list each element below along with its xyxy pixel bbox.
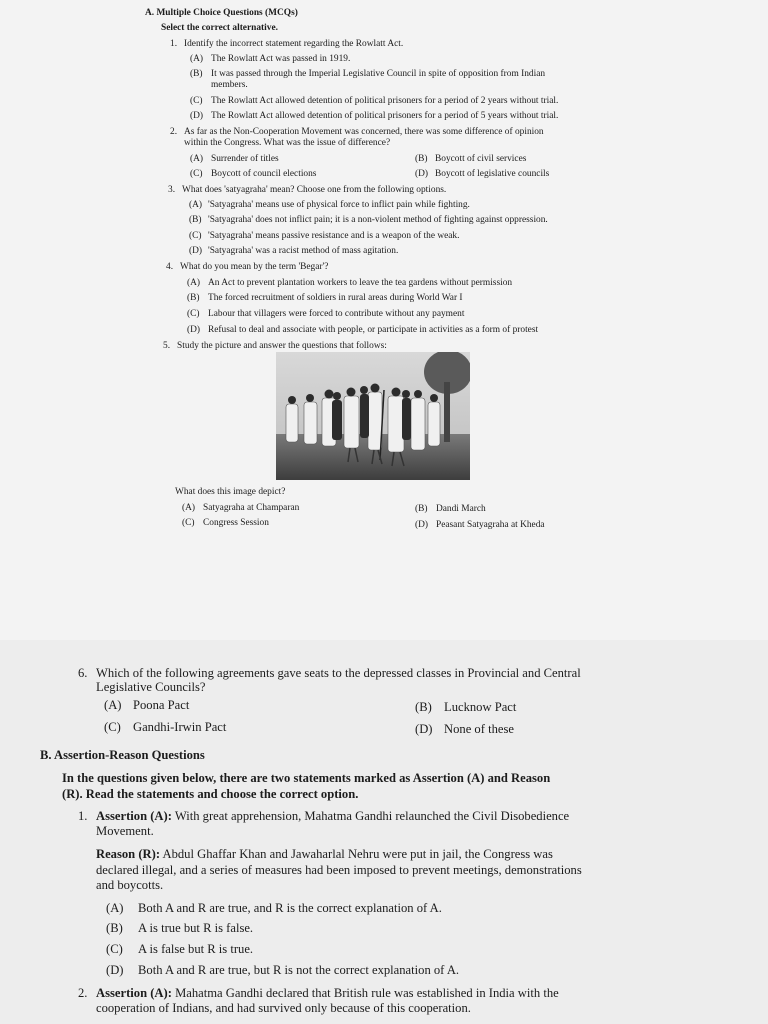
reason-text: Abdul Ghaffar Khan and Jawaharlal Nehru were put in jail, the Congress was	[162, 847, 553, 861]
question-number: 2.	[170, 127, 178, 137]
option-label: (B)	[106, 921, 123, 935]
question-text: Study the picture and answer the questions that follows:	[177, 341, 387, 351]
question-number: 3.	[168, 185, 176, 195]
option-text: Lucknow Pact	[444, 700, 517, 714]
option-text: Poona Pact	[133, 698, 190, 712]
assertion-text-cont: Movement.	[96, 824, 154, 838]
section-b-instruction: In the questions given below, there are two statements marked as Assertion (A) and Reason	[62, 771, 551, 785]
option-text: 'Satyagraha' means use of physical force to inflict pain while fighting.	[208, 200, 470, 210]
option-label: (D)	[415, 722, 433, 736]
option-label: (D)	[106, 963, 124, 977]
option-label: (A)	[189, 200, 203, 210]
option-label: (D)	[189, 246, 203, 256]
section-b-instruction-cont: (R). Read the statements and choose the correct option.	[62, 787, 359, 801]
option-label: (A)	[182, 503, 196, 513]
option-text: Both A and R are true, but R is not the correct explanation of A.	[138, 963, 460, 977]
option-label: (D)	[415, 169, 429, 179]
option-text: None of these	[444, 722, 514, 736]
assertion-label: Assertion (A):	[96, 809, 172, 823]
option-label: (B)	[415, 154, 428, 164]
reason-text-cont: and boycotts.	[96, 878, 164, 892]
option-text-cont: members.	[211, 80, 248, 90]
question-number: 1.	[78, 809, 88, 823]
option-text: The Rowlatt Act was passed in 1919.	[211, 54, 351, 64]
question-number: 5.	[163, 341, 171, 351]
question-number: 6.	[78, 666, 88, 680]
question-number: 1.	[170, 39, 178, 49]
assertion-text: Mahatma Gandhi declared that British rule was established in India with the	[175, 986, 559, 1000]
option-text: Satyagraha at Champaran	[203, 503, 300, 513]
dandi-march-photo	[276, 352, 470, 480]
option-text: 'Satyagraha' was a racist method of mass agitation.	[208, 246, 399, 256]
section-b-heading: B. Assertion-Reason Questions	[40, 748, 205, 762]
option-text: The Rowlatt Act allowed detention of political prisoners for a period of 2 years without trial.	[211, 96, 559, 106]
option-text: Boycott of legislative councils	[435, 169, 550, 179]
reason-line	[96, 847, 553, 862]
textbook-page-bottom	[0, 640, 768, 1024]
section-a-instruction: Select the correct alternative.	[161, 23, 278, 33]
option-label: (A)	[104, 698, 122, 712]
option-label: (D)	[415, 520, 429, 530]
subquestion-text: What does this image depict?	[175, 487, 286, 497]
option-text: Boycott of council elections	[211, 169, 317, 179]
option-label: (C)	[190, 169, 203, 179]
option-label: (A)	[190, 154, 204, 164]
option-text: The forced recruitment of soldiers in rural areas during World War I	[208, 293, 463, 303]
question-text: As far as the Non-Cooperation Movement was concerned, there was some difference of opinion	[184, 127, 544, 137]
option-text: The Rowlatt Act allowed detention of political prisoners for a period of 5 years without trial.	[211, 111, 559, 121]
option-label: (B)	[189, 215, 202, 225]
option-label: (A)	[190, 54, 204, 64]
section-a-heading: A. Multiple Choice Questions (MCQs)	[145, 8, 298, 18]
assertion-text: With great apprehension, Mahatma Gandhi relaunched the Civil Disobedience	[174, 809, 570, 823]
option-text: A is false but R is true.	[138, 942, 254, 956]
option-label: (A)	[106, 901, 124, 915]
assertion-label: Assertion (A):	[96, 986, 172, 1000]
reason-label: Reason (R):	[96, 847, 161, 861]
option-label: (B)	[187, 293, 200, 303]
question-text: What does 'satyagraha' mean? Choose one from the following options.	[182, 185, 447, 195]
question-number: 4.	[166, 262, 174, 272]
question-number: 2.	[78, 986, 88, 1000]
option-label: (B)	[415, 700, 432, 714]
option-text: 'Satyagraha' does not inflict pain; it is a non-violent method of fighting against oppression.	[208, 215, 548, 225]
option-label: (C)	[104, 720, 121, 734]
question-text: What do you mean by the term 'Begar'?	[180, 262, 329, 272]
option-label: (D)	[187, 325, 201, 335]
option-label: (B)	[190, 69, 203, 79]
option-text: An Act to prevent plantation workers to leave the tea gardens without permission	[208, 278, 513, 288]
option-label: (C)	[190, 96, 203, 106]
assertion-line	[96, 809, 569, 824]
option-text: It was passed through the Imperial Legislative Council in spite of opposition from Indian	[211, 69, 546, 79]
assertion-line	[96, 986, 559, 1001]
option-label: (C)	[187, 309, 200, 319]
option-text: Labour that villagers were forced to contribute without any payment	[208, 309, 465, 319]
option-text: A is true but R is false.	[138, 921, 254, 935]
option-label: (B)	[415, 504, 428, 514]
question-text-cont: within the Congress. What was the issue of difference?	[184, 138, 391, 148]
option-text: 'Satyagraha' means passive resistance and is a weapon of the weak.	[208, 231, 460, 241]
option-label: (C)	[189, 231, 202, 241]
option-text: Congress Session	[203, 518, 269, 528]
option-label: (C)	[182, 518, 195, 528]
reason-text-cont: declared illegal, and a series of measures had been imposed to prevent meetings, demonstrations	[96, 863, 582, 877]
option-label: (A)	[187, 278, 201, 288]
option-text: Refusal to deal and associate with people, or participate in activities as a form of protest	[208, 325, 539, 335]
option-label: (C)	[106, 942, 123, 956]
assertion-text-cont: cooperation of Indians, and had survived only because of this cooperation.	[96, 1001, 471, 1015]
question-text: Which of the following agreements gave seats to the depressed classes in Provincial and Central	[96, 666, 581, 680]
option-text: Boycott of civil services	[435, 154, 527, 164]
option-label: (D)	[190, 111, 204, 121]
question-text: Identify the incorrect statement regarding the Rowlatt Act.	[184, 39, 404, 49]
option-text: Peasant Satyagraha at Kheda	[436, 520, 545, 530]
option-text: Surrender of titles	[211, 154, 279, 164]
option-text: Dandi March	[436, 504, 486, 514]
question-text-cont: Legislative Councils?	[96, 680, 206, 694]
option-text: Gandhi-Irwin Pact	[133, 720, 227, 734]
option-text: Both A and R are true, and R is the correct explanation of A.	[138, 901, 442, 915]
